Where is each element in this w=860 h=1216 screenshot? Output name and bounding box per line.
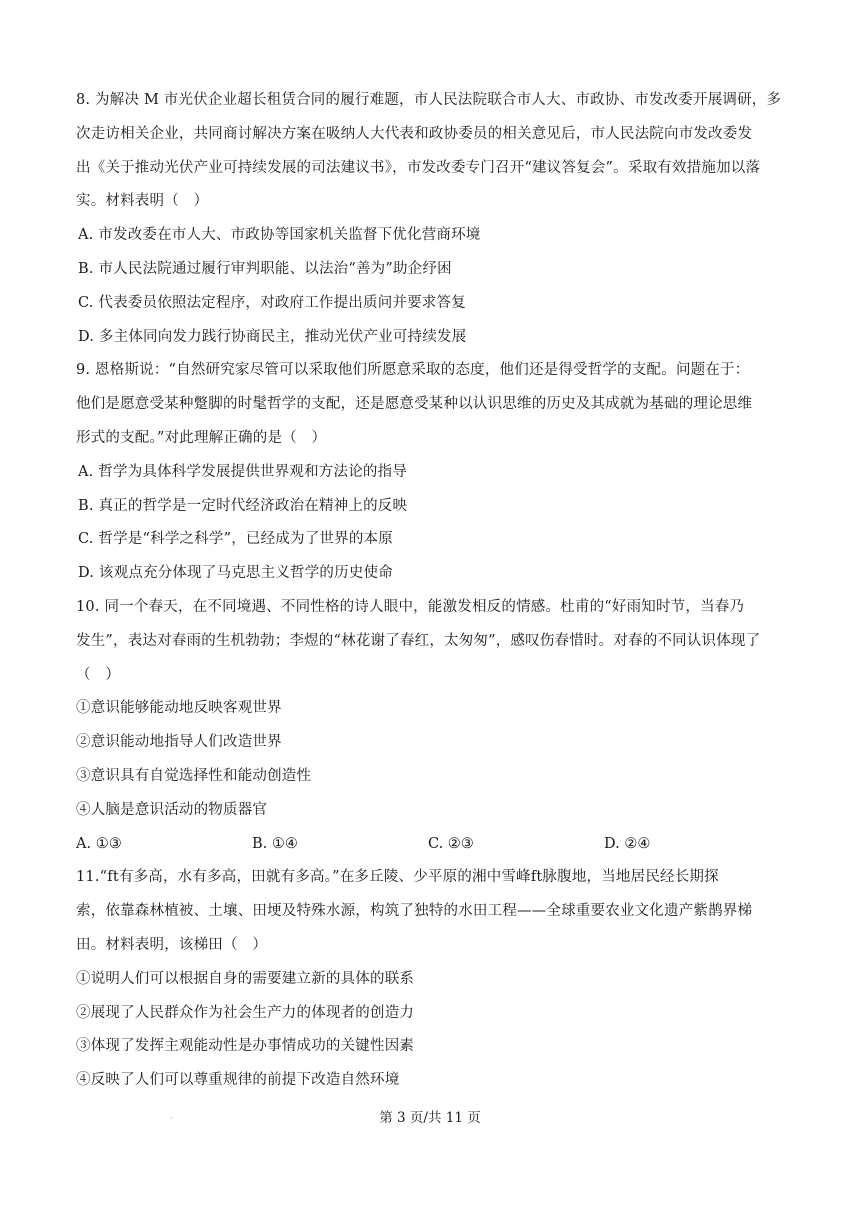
page-footer: 第 3 页/共 11 页 [379, 1110, 481, 1126]
question-8-option-d: D. 多主体同向发力践行协商民主，推动光伏产业可持续发展 [78, 328, 467, 345]
question-11-statement-3: ③体现了发挥主观能动性是办事情成功的关键性因素 [76, 1038, 415, 1055]
question-9-option-c: C. 哲学是“科学之科学”，已经成为了世界的本原 [78, 531, 393, 548]
question-10-stem-line-1: 10. 同一个春天，在不同境遇、不同性格的诗人眼中，能激发相反的情感。杜甫的“好雨知时节，当春乃 [76, 598, 745, 615]
page-content [76, 84, 788, 1098]
question-11-statement-2: ②展现了人民群众作为社会生产力的体现者的创造力 [76, 1004, 415, 1021]
question-10 [76, 591, 788, 861]
question-10-stem-line-3: （ ） [76, 666, 121, 683]
question-8-option-b: B. 市人民法院通过履行审判职能、以法治“善为”助企纾困 [78, 260, 452, 277]
question-10-statement-1: ①意识能够能动地反映客观世界 [76, 700, 282, 717]
question-9-stem-line-3: 形式的支配。”对此理解正确的是（ ） [76, 429, 327, 446]
question-8-option-a: A. 市发改委在市人大、市政协等国家机关监督下优化营商环境 [78, 227, 481, 244]
question-8-stem-line-1: 8. 为解决 M 市光伏企业超长租赁合同的履行难题，市人民法院联合市人大、市政协、市发改委开展调研，多 [76, 92, 782, 108]
question-8 [76, 84, 788, 354]
question-11-stem-line-3: 田。材料表明，该梯田（ ） [76, 936, 268, 953]
question-9-option-b: B. 真正的哲学是一定时代经济政治在精神上的反映 [78, 497, 408, 514]
question-9 [76, 354, 788, 591]
question-9-option-d: D. 该观点充分体现了马克思主义哲学的历史使命 [78, 565, 393, 582]
question-11-stem-line-2: 索，依靠森林植被、土壤、田埂及特殊水源，构筑了独特的水田工程——全球重要农业文化遗产紫鹊界梯 [76, 903, 753, 920]
question-9-option-a: A. 哲学为具体科学发展提供世界观和方法论的指导 [78, 463, 407, 480]
question-10-choice-c: C. ②③ [428, 835, 474, 852]
question-8-stem-line-2: 次走访相关企业，共同商讨解决方案在吸纳人大代表和政协委员的相关意见后，市人民法院向市发改委发 [76, 125, 753, 142]
question-10-statement-2: ②意识能动地指导人们改造世界 [76, 734, 282, 751]
scan-dot-mark: · [170, 1114, 173, 1123]
question-10-choice-b: B. ①④ [252, 835, 298, 852]
question-8-option-c: C. 代表委员依照法定程序，对政府工作提出质问并要求答复 [78, 294, 466, 311]
question-11-statement-4: ④反映了人们可以尊重规律的前提下改造自然环境 [76, 1072, 400, 1089]
question-10-stem-line-2: 发生”，表达对春雨的生机勃勃；李煜的“林花谢了春红，太匆匆”，感叹伤春惜时。对春的不同认识体现了 [76, 632, 761, 649]
question-10-choice-a: A. ①③ [76, 835, 122, 852]
question-8-stem-line-3: 出《关于推动光伏产业可持续发展的司法建议书》，市发改委专门召开“建议答复会”。采取有效措施加以落 [76, 159, 761, 176]
question-10-choice-d: D. ②④ [604, 835, 651, 852]
question-11-statement-1: ①说明人们可以根据自身的需要建立新的具体的联系 [76, 970, 415, 987]
question-10-statement-4: ④人脑是意识活动的物质器官 [76, 801, 268, 818]
question-8-stem-line-4: 实。材料表明（ ） [76, 193, 209, 210]
question-10-choices [76, 828, 788, 862]
question-9-stem-line-2: 他们是愿意受某种蹩脚的时髦哲学的支配，还是愿意受某种以认识思维的历史及其成就为基础的理论思维 [76, 396, 753, 413]
question-11 [76, 861, 788, 1098]
question-11-stem-line-1: 11.“ft有多高，水有多高，田就有多高。”在多丘陵、少平原的湘中雪峰ft脉腹地，当地居民经长期探 [76, 869, 719, 886]
question-9-stem-line-1: 9. 恩格斯说：“自然研究家尽管可以采取他们所愿意采取的态度，他们还是得受哲学的支配。问题在于： [76, 362, 750, 379]
question-10-statement-3: ③意识具有自觉选择性和能动创造性 [76, 767, 312, 784]
